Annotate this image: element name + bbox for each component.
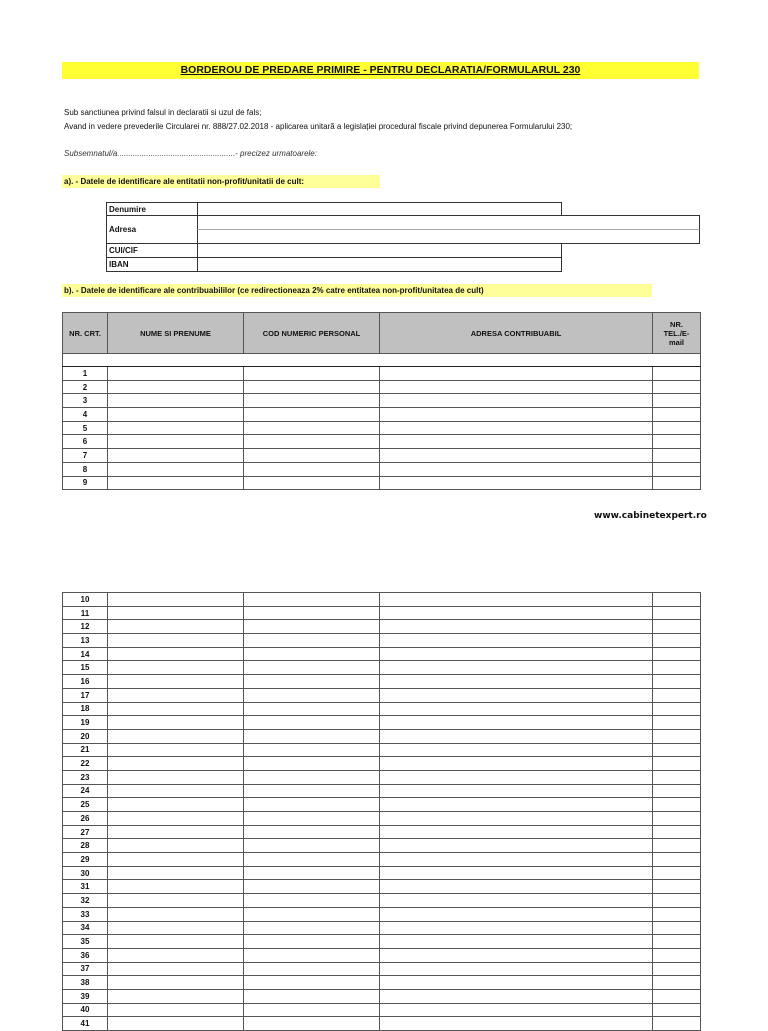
cnp-cell[interactable] [244,812,380,826]
adresa-cell[interactable] [380,921,653,935]
nume-prenume-cell[interactable] [108,989,244,1003]
cnp-cell[interactable] [244,394,380,408]
row-number: 10 [63,593,108,607]
adresa-cell[interactable] [380,702,653,716]
adresa-cell[interactable] [380,798,653,812]
tel-email-cell[interactable] [653,367,701,381]
table-row [63,784,701,798]
nume-prenume-cell[interactable] [108,880,244,894]
tel-email-cell[interactable] [653,729,701,743]
table-row [63,449,701,463]
entity-label-cell [106,243,198,258]
tel-email-cell[interactable] [653,880,701,894]
table-row [63,647,701,661]
cnp-cell[interactable] [244,948,380,962]
table-row [63,839,701,853]
column-header-nr-crt: NR. CRT. [63,313,108,354]
row-number: 24 [63,784,108,798]
nume-prenume-cell[interactable] [108,825,244,839]
denumire-label: Denumire [109,205,146,214]
tel-email-cell[interactable] [653,962,701,976]
table-row [63,421,701,435]
table-row [63,462,701,476]
adresa-cell[interactable] [380,476,653,490]
nume-prenume-cell[interactable] [108,634,244,648]
adresa-cell[interactable] [380,620,653,634]
row-number: 27 [63,825,108,839]
tel-email-cell[interactable] [653,948,701,962]
tel-email-cell[interactable] [653,784,701,798]
cnp-cell[interactable] [244,962,380,976]
table-row [63,989,701,1003]
row-number: 33 [63,907,108,921]
tel-email-cell[interactable] [653,866,701,880]
tel-email-cell[interactable] [653,935,701,949]
row-number: 20 [63,729,108,743]
table-row [63,394,701,408]
nume-prenume-cell[interactable] [108,784,244,798]
tel-email-cell[interactable] [653,449,701,463]
adresa-cell[interactable] [380,421,653,435]
adresa-cell[interactable] [380,1003,653,1017]
adresa-cell[interactable] [380,770,653,784]
title-text: BORDEROU DE PREDARE PRIMIRE - PENTRU DECLARATIA/FORMULARUL 230 [180,64,581,76]
table-row [63,661,701,675]
cnp-cell[interactable] [244,866,380,880]
tel-email-cell[interactable] [653,770,701,784]
table-row [63,620,701,634]
cnp-cell[interactable] [244,784,380,798]
cnp-cell[interactable] [244,770,380,784]
spacer-cell [63,354,701,367]
nume-prenume-cell[interactable] [108,380,244,394]
row-number: 18 [63,702,108,716]
tel-email-cell[interactable] [653,435,701,449]
row-number: 22 [63,757,108,771]
adresa-cell[interactable] [380,661,653,675]
cnp-cell[interactable] [244,606,380,620]
adresa-cell[interactable] [380,394,653,408]
section-b-heading: b). - Datele de identificare ale contribuabililor (ce redirectioneaza 2% catre entitatea non-profit/unitatea de cult) [62,284,652,297]
spacer-row [63,354,701,367]
row-number: 41 [63,1017,108,1031]
tel-email-cell[interactable] [653,976,701,990]
table-row [63,894,701,908]
row-number: 38 [63,976,108,990]
cnp-cell[interactable] [244,757,380,771]
nume-prenume-cell[interactable] [108,661,244,675]
adresa-cell[interactable] [380,784,653,798]
nume-prenume-cell[interactable] [108,853,244,867]
table-row [63,853,701,867]
cnp-cell[interactable] [244,408,380,422]
cnp-cell[interactable] [244,839,380,853]
cnp-cell[interactable] [244,729,380,743]
adresa-cell[interactable] [380,866,653,880]
cnp-cell[interactable] [244,907,380,921]
column-header-tel-email: NR. TEL./E-mail [653,313,701,354]
cnp-cell[interactable] [244,421,380,435]
tel-email-cell[interactable] [653,812,701,826]
nume-prenume-cell[interactable] [108,770,244,784]
row-number: 23 [63,770,108,784]
table-row [63,606,701,620]
iban-field[interactable] [197,257,562,272]
adresa-field-line-2[interactable] [197,229,700,244]
tel-email-cell[interactable] [653,921,701,935]
table-row [63,1003,701,1017]
tel-email-cell[interactable] [653,408,701,422]
adresa-cell[interactable] [380,380,653,394]
row-number: 32 [63,894,108,908]
cnp-cell[interactable] [244,921,380,935]
entity-label-cell [106,202,198,216]
column-header-cnp: COD NUMERIC PERSONAL [244,313,380,354]
adresa-cell[interactable] [380,716,653,730]
nume-prenume-cell[interactable] [108,593,244,607]
tel-email-cell[interactable] [653,647,701,661]
adresa-cell[interactable] [380,408,653,422]
table-row [63,716,701,730]
cnp-cell[interactable] [244,825,380,839]
table-row [63,812,701,826]
row-number: 28 [63,839,108,853]
row-number: 19 [63,716,108,730]
table-row [63,593,701,607]
nume-prenume-cell[interactable] [108,620,244,634]
tel-email-cell[interactable] [653,702,701,716]
tel-email-cell[interactable] [653,757,701,771]
contributors-table-page-2 [62,592,701,1031]
row-number: 2 [63,380,108,394]
row-number: 36 [63,948,108,962]
nume-prenume-cell[interactable] [108,812,244,826]
nume-prenume-cell[interactable] [108,866,244,880]
row-number: 3 [63,394,108,408]
cnp-cell[interactable] [244,449,380,463]
tel-email-cell[interactable] [653,593,701,607]
row-number: 40 [63,1003,108,1017]
adresa-cell[interactable] [380,907,653,921]
row-number: 15 [63,661,108,675]
tel-email-cell[interactable] [653,825,701,839]
cnp-cell[interactable] [244,989,380,1003]
table-row [63,825,701,839]
table-row [63,948,701,962]
tel-email-cell[interactable] [653,716,701,730]
table-row [63,367,701,381]
row-number: 11 [63,606,108,620]
row-number: 31 [63,880,108,894]
tel-email-cell[interactable] [653,620,701,634]
cnp-cell[interactable] [244,435,380,449]
nume-prenume-cell[interactable] [108,757,244,771]
intro-line-2: Avand in vedere prevederile Circularei nr. 888/27.02.2018 - aplicarea unitară a legislației procedural fiscale privind depunerea Formularului 230; [64,122,573,131]
nume-prenume-cell[interactable] [108,976,244,990]
cnp-cell[interactable] [244,647,380,661]
row-number: 1 [63,367,108,381]
tel-email-cell[interactable] [653,606,701,620]
table-row [63,688,701,702]
adresa-field-line-1[interactable] [197,215,700,230]
adresa-cell[interactable] [380,675,653,689]
adresa-cell[interactable] [380,825,653,839]
nume-prenume-cell[interactable] [108,367,244,381]
nume-prenume-cell[interactable] [108,394,244,408]
cnp-cell[interactable] [244,798,380,812]
tel-email-cell[interactable] [653,380,701,394]
row-number: 25 [63,798,108,812]
denumire-field[interactable] [197,202,562,216]
adresa-cell[interactable] [380,839,653,853]
cnp-cell[interactable] [244,675,380,689]
nume-prenume-cell[interactable] [108,729,244,743]
row-number: 8 [63,462,108,476]
tel-email-cell[interactable] [653,394,701,408]
tel-email-cell[interactable] [653,989,701,1003]
tel-email-cell[interactable] [653,1003,701,1017]
table-row [63,907,701,921]
table-row [63,380,701,394]
table-row [63,935,701,949]
cnp-cell[interactable] [244,702,380,716]
table-row [63,476,701,490]
tel-email-cell[interactable] [653,661,701,675]
cnp-cell[interactable] [244,880,380,894]
cnp-cell[interactable] [244,620,380,634]
table-row [63,866,701,880]
tel-email-cell[interactable] [653,839,701,853]
table-row [63,962,701,976]
adresa-cell[interactable] [380,634,653,648]
row-number: 26 [63,812,108,826]
cnp-cell[interactable] [244,367,380,381]
nume-prenume-cell[interactable] [108,647,244,661]
table-row [63,770,701,784]
row-number: 5 [63,421,108,435]
section-a-heading: a). - Datele de identificare ale entitatii non-profit/unitatii de cult: [62,175,380,188]
adresa-cell[interactable] [380,880,653,894]
nume-prenume-cell[interactable] [108,962,244,976]
cnp-cell[interactable] [244,476,380,490]
nume-prenume-cell[interactable] [108,476,244,490]
nume-prenume-cell[interactable] [108,935,244,949]
tel-email-cell[interactable] [653,476,701,490]
cnp-cell[interactable] [244,743,380,757]
table-row [63,757,701,771]
cnp-cell[interactable] [244,976,380,990]
table-row [63,702,701,716]
table-row [63,880,701,894]
entity-label-cell [106,215,198,244]
row-number: 34 [63,921,108,935]
cnp-cell[interactable] [244,894,380,908]
nume-prenume-cell[interactable] [108,839,244,853]
entity-label-cell [106,257,198,272]
tel-email-cell[interactable] [653,743,701,757]
adresa-cell[interactable] [380,757,653,771]
row-number: 4 [63,408,108,422]
nume-prenume-cell[interactable] [108,716,244,730]
adresa-cell[interactable] [380,935,653,949]
adresa-cell[interactable] [380,593,653,607]
table-row [63,675,701,689]
adresa-cell[interactable] [380,462,653,476]
table-row [63,976,701,990]
row-number: 16 [63,675,108,689]
cnp-cell[interactable] [244,688,380,702]
table-row [63,743,701,757]
row-number: 21 [63,743,108,757]
table-row [63,921,701,935]
row-number: 13 [63,634,108,648]
cui-cif-field[interactable] [197,243,562,258]
tel-email-cell[interactable] [653,907,701,921]
row-number: 12 [63,620,108,634]
tel-email-cell[interactable] [653,462,701,476]
adresa-cell[interactable] [380,435,653,449]
tel-email-cell[interactable] [653,675,701,689]
nume-prenume-cell[interactable] [108,688,244,702]
document-title [62,62,699,79]
row-number: 35 [63,935,108,949]
nume-prenume-cell[interactable] [108,907,244,921]
nume-prenume-cell[interactable] [108,702,244,716]
row-number: 30 [63,866,108,880]
tel-email-cell[interactable] [653,688,701,702]
adresa-cell[interactable] [380,647,653,661]
row-number: 17 [63,688,108,702]
nume-prenume-cell[interactable] [108,743,244,757]
nume-prenume-cell[interactable] [108,1003,244,1017]
adresa-cell[interactable] [380,976,653,990]
column-header-adresa: ADRESA CONTRIBUABIL [380,313,653,354]
table-row [63,798,701,812]
tel-email-cell[interactable] [653,894,701,908]
column-header-nume-prenume: NUME SI PRENUME [108,313,244,354]
contributors-table-page-1 [62,312,701,490]
nume-prenume-cell[interactable] [108,449,244,463]
table-row [63,435,701,449]
adresa-cell[interactable] [380,989,653,1003]
adresa-cell[interactable] [380,606,653,620]
cnp-cell[interactable] [244,935,380,949]
nume-prenume-cell[interactable] [108,921,244,935]
cnp-cell[interactable] [244,661,380,675]
row-number: 29 [63,853,108,867]
nume-prenume-cell[interactable] [108,408,244,422]
adresa-cell[interactable] [380,948,653,962]
adresa-cell[interactable] [380,853,653,867]
iban-label: IBAN [109,260,129,269]
nume-prenume-cell[interactable] [108,798,244,812]
row-number: 39 [63,989,108,1003]
adresa-cell[interactable] [380,743,653,757]
tel-email-cell[interactable] [653,798,701,812]
adresa-cell[interactable] [380,894,653,908]
nume-prenume-cell[interactable] [108,675,244,689]
cnp-cell[interactable] [244,1003,380,1017]
cnp-cell[interactable] [244,462,380,476]
nume-prenume-cell[interactable] [108,435,244,449]
adresa-cell[interactable] [380,812,653,826]
cnp-cell[interactable] [244,634,380,648]
table-row [63,408,701,422]
row-number: 6 [63,435,108,449]
row-number: 9 [63,476,108,490]
nume-prenume-cell[interactable] [108,948,244,962]
undersigned-line: Subsemnatul/a.....................................................- precizez urmatoarele: [64,149,317,158]
row-number: 7 [63,449,108,463]
tel-email-cell[interactable] [653,421,701,435]
tel-email-cell[interactable] [653,853,701,867]
adresa-cell[interactable] [380,367,653,381]
cui-cif-label: CUI/CIF [109,246,138,255]
nume-prenume-cell[interactable] [108,894,244,908]
intro-line-1: Sub sanctiunea privind falsul in declaratii si uzul de fals; [64,108,262,117]
nume-prenume-cell[interactable] [108,462,244,476]
table-row [63,634,701,648]
website-link[interactable]: www.cabinetexpert.ro [594,511,707,521]
table-row [63,729,701,743]
cnp-cell[interactable] [244,853,380,867]
adresa-label: Adresa [109,225,137,234]
cnp-cell[interactable] [244,716,380,730]
nume-prenume-cell[interactable] [108,421,244,435]
nume-prenume-cell[interactable] [108,606,244,620]
row-number: 37 [63,962,108,976]
cnp-cell[interactable] [244,593,380,607]
row-number: 14 [63,647,108,661]
tel-email-cell[interactable] [653,634,701,648]
adresa-cell[interactable] [380,729,653,743]
adresa-cell[interactable] [380,449,653,463]
adresa-cell[interactable] [380,688,653,702]
adresa-cell[interactable] [380,962,653,976]
cnp-cell[interactable] [244,380,380,394]
